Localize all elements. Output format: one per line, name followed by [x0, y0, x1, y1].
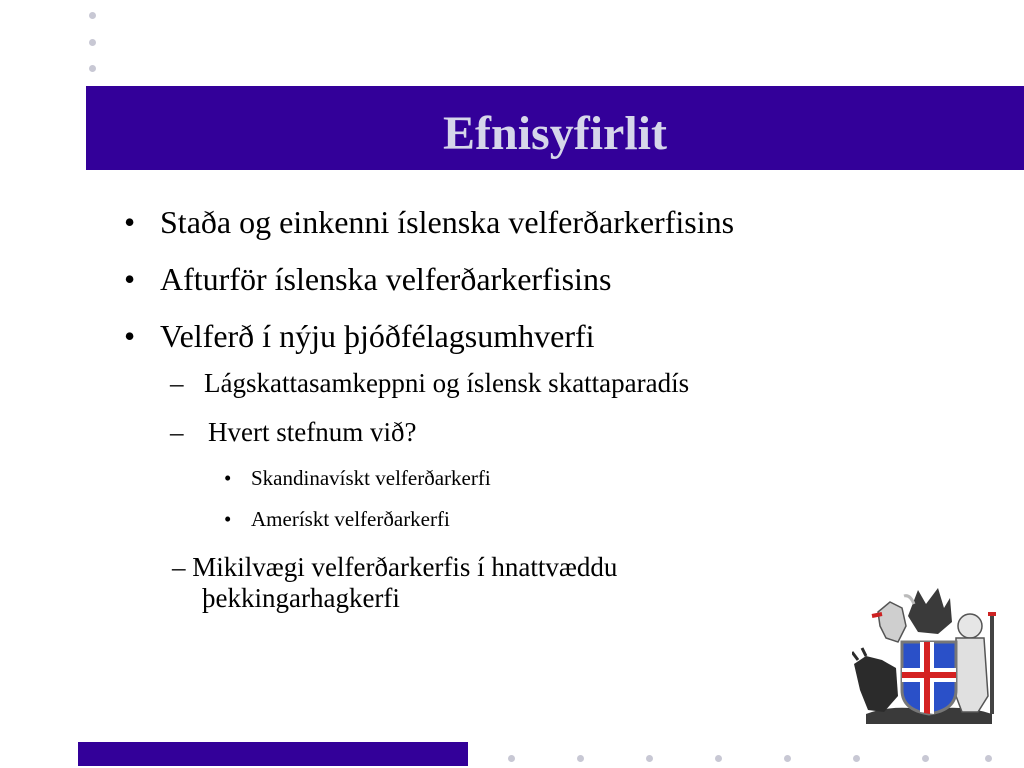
- sub-bullet-item: [120, 417, 880, 448]
- dot: [853, 755, 860, 762]
- sub-bullet-text-continued: þekkingarhagkerfi: [202, 583, 400, 613]
- slide-title: Efnisyfirlit: [443, 107, 667, 160]
- dot: [89, 65, 96, 72]
- sub-sub-bullet-item: [120, 466, 880, 491]
- bullet-text: Afturför íslenska velferðarkerfisins: [160, 261, 612, 297]
- dash-marker: –: [170, 368, 184, 398]
- title-bar: [86, 86, 1024, 170]
- dash-marker: –: [170, 417, 184, 447]
- dot: [89, 39, 96, 46]
- bullet-item: [120, 261, 880, 297]
- bullet-marker: •: [224, 507, 232, 531]
- sub-sub-bullet-text: Amerískt velferðarkerfi: [251, 507, 450, 531]
- bullet-marker: •: [224, 466, 232, 490]
- sub-bullet-item: [120, 368, 880, 399]
- icelandic-coat-of-arms-icon: [852, 586, 1002, 726]
- bullet-text: Velferð í nýju þjóðfélagsumhverfi: [160, 318, 595, 354]
- dot: [508, 755, 515, 762]
- dot: [985, 755, 992, 762]
- bullet-marker: •: [124, 261, 136, 297]
- dot: [784, 755, 791, 762]
- dot: [715, 755, 722, 762]
- slide-content: [120, 204, 880, 614]
- bullet-text: Staða og einkenni íslenska velferðarkerfisins: [160, 204, 735, 240]
- sub-sub-bullet-text: Skandinavískt velferðarkerfi: [251, 466, 491, 490]
- dot: [89, 12, 96, 19]
- bullet-marker: •: [124, 204, 136, 240]
- dash-marker: –: [172, 552, 186, 582]
- footer-bar: [78, 742, 468, 766]
- bullet-marker: •: [124, 318, 136, 354]
- dot: [577, 755, 584, 762]
- sub-bullet-text: Lágskattasamkeppni og íslensk skattaparadís: [204, 368, 690, 398]
- sub-bullet-text: Hvert stefnum við?: [208, 417, 417, 447]
- bullet-item: [120, 318, 880, 354]
- sub-bullet-text: Mikilvægi velferðarkerfis í hnattvæddu: [192, 552, 618, 582]
- sub-bullet-item: [172, 552, 772, 614]
- bullet-item: [120, 204, 880, 240]
- dot: [646, 755, 653, 762]
- dot: [922, 755, 929, 762]
- sub-sub-bullet-item: [120, 507, 880, 532]
